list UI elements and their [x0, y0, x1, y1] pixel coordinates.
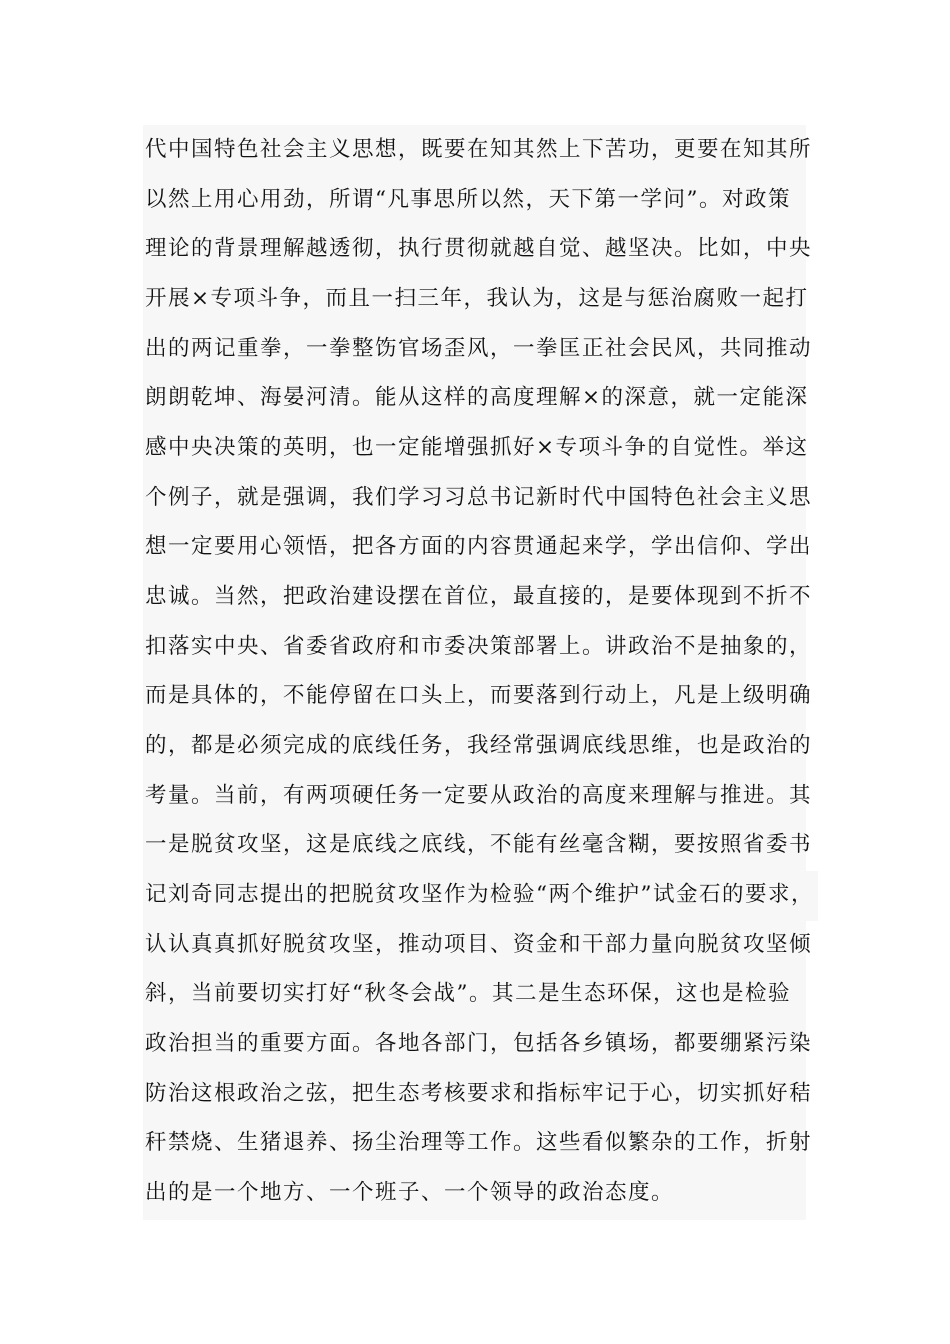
text-line-8: 个例子，就是强调，我们学习习总书记新时代中国特色社会主义思 [145, 485, 813, 510]
text-line-19: 政治担当的重要方面。各地各部门，包括各乡镇场，都要绷紧污染 [145, 1031, 813, 1056]
text-line-20: 防治这根政治之弦，把生态考核要求和指标牢记于心，切实抓好秸 [145, 1081, 813, 1106]
text-line-4: 开展×专项斗争，而且一扫三年，我认为，这是与惩治腐败一起打 [145, 286, 809, 311]
text-line-5: 出的两记重拳，一拳整饬官场歪风，一拳匡正社会民风，共同推动 [145, 336, 813, 361]
text-line-22: 出的是一个地方、一个班子、一个领导的政治态度。 [145, 1180, 675, 1205]
body-text-block [143, 125, 814, 1220]
text-line-2: 以然上用心用劲，所谓“凡事思所以然，天下第一学问”。对政策 [145, 187, 791, 212]
text-line-12: 而是具体的，不能停留在口头上，而要落到行动上，凡是上级明确 [145, 683, 813, 708]
text-line-1: 代中国特色社会主义思想，既要在知其然上下苦功，更要在知其所 [145, 137, 813, 162]
text-line-15: 一是脱贫攻坚，这是底线之底线，不能有丝毫含糊，要按照省委书 [145, 832, 813, 857]
text-line-6: 朗朗乾坤、海晏河清。能从这样的高度理解×的深意，就一定能深 [145, 385, 809, 410]
text-line-16: 记刘奇同志提出的把脱贫攻坚作为检验“两个维护”试金石的要求， [145, 882, 814, 907]
text-line-11: 扣落实中央、省委省政府和市委决策部署上。讲政治不是抽象的， [145, 634, 813, 659]
text-line-13: 的，都是必须完成的底线任务，我经常强调底线思维，也是政治的 [145, 733, 813, 758]
text-line-17: 认认真真抓好脱贫攻坚，推动项目、资金和干部力量向脱贫攻坚倾 [145, 932, 813, 957]
text-line-7: 感中央决策的英明，也一定能增强抓好×专项斗争的自觉性。举这 [145, 435, 809, 460]
text-line-21: 秆禁烧、生猪退养、扬尘治理等工作。这些看似繁杂的工作，折射 [145, 1130, 813, 1155]
text-line-14: 考量。当前，有两项硬任务一定要从政治的高度来理解与推进。其 [145, 783, 813, 808]
text-line-9: 想一定要用心领悟，把各方面的内容贯通起来学，学出信仰、学出 [145, 534, 813, 559]
text-line-18: 斜，当前要切实打好“秋冬会战”。其二是生态环保，这也是检验 [145, 981, 791, 1006]
text-line-10: 忠诚。当然，把政治建设摆在首位，最直接的，是要体现到不折不 [145, 584, 813, 609]
text-line-3: 理论的背景理解越透彻，执行贯彻就越自觉、越坚决。比如，中央 [145, 236, 813, 261]
